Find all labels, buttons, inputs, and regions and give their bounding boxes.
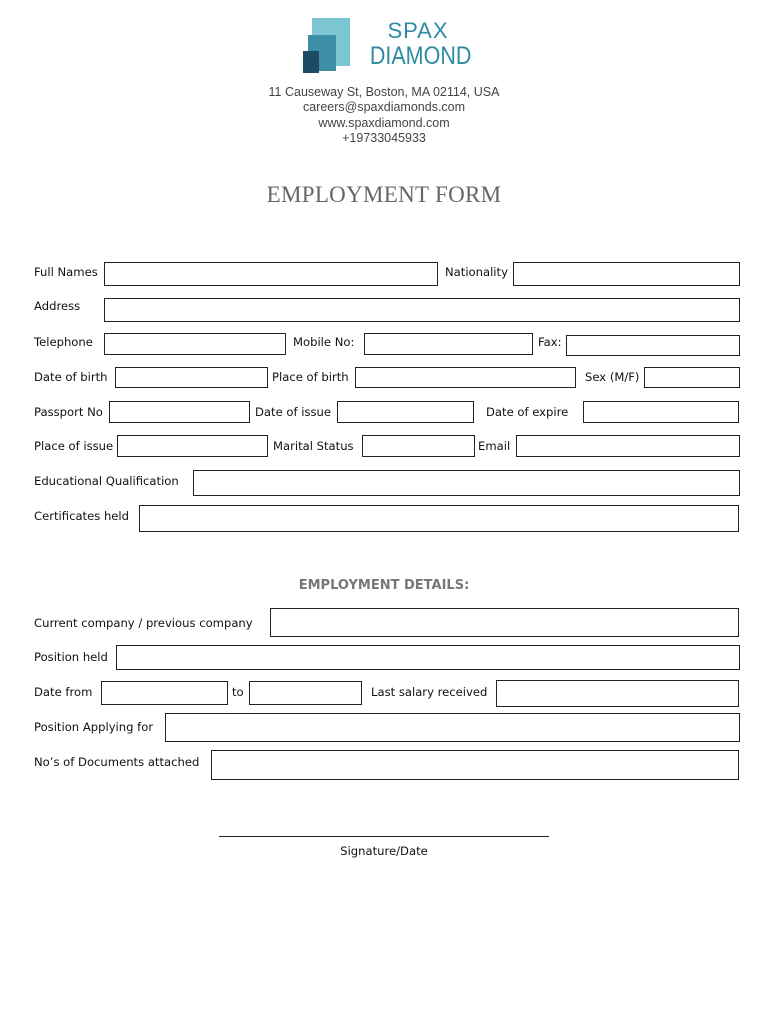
label-sex: Sex (M/F) [585,370,640,384]
label-documents-attached: No’s of Documents attached [34,755,200,769]
logo-square-small [303,51,319,73]
signature-line[interactable] [219,836,549,837]
label-telephone: Telephone [34,335,93,349]
label-place-of-birth: Place of birth [272,370,349,384]
company-website: www.spaxdiamond.com [318,116,450,130]
label-full-names: Full Names [34,265,98,279]
address-field[interactable] [104,298,740,322]
full-names-field[interactable] [104,262,438,286]
label-date-of-issue: Date of issue [255,405,332,419]
sex-field[interactable] [644,367,740,388]
label-to: to [232,685,244,699]
position-applying-field[interactable] [165,713,740,742]
company-phone: +19733045933 [342,131,426,145]
marital-status-field[interactable] [362,435,475,457]
label-nationality: Nationality [445,265,508,279]
company-field[interactable] [270,608,739,637]
logo-text-spax: SPAX [387,18,449,43]
label-fax: Fax: [538,335,562,349]
position-held-field[interactable] [116,645,740,670]
label-position-applying: Position Applying for [34,720,154,734]
company-address: 11 Causeway St, Boston, MA 02114, USA [268,85,500,99]
label-date-of-birth: Date of birth [34,370,108,384]
label-place-of-issue: Place of issue [34,439,114,453]
label-marital-status: Marital Status [273,439,354,453]
last-salary-field[interactable] [496,680,739,707]
label-email: Email [478,439,511,453]
label-last-salary: Last salary received [371,685,488,699]
date-of-birth-field[interactable] [115,367,268,388]
date-of-issue-field[interactable] [337,401,474,423]
label-position-held: Position held [34,650,108,664]
place-of-issue-field[interactable] [117,435,268,457]
label-mobile-no: Mobile No: [293,335,355,349]
label-passport-no: Passport No [34,405,103,419]
certificates-held-field[interactable] [139,505,739,532]
label-date-from: Date from [34,685,93,699]
company-email: careers@spaxdiamonds.com [302,100,466,114]
form-title: EMPLOYMENT FORM [266,182,502,207]
passport-no-field[interactable] [109,401,250,423]
email-field[interactable] [516,435,740,457]
date-of-expire-field[interactable] [583,401,739,423]
telephone-field[interactable] [104,333,286,355]
logo-text-diamond: DIAMOND [369,42,472,70]
place-of-birth-field[interactable] [355,367,576,388]
label-address: Address [34,299,81,313]
date-to-field[interactable] [249,681,362,705]
company-logo [302,18,472,76]
label-company: Current company / previous company [34,616,253,630]
employment-details-heading: EMPLOYMENT DETAILS: [298,578,470,593]
label-certificates-held: Certificates held [34,509,130,523]
label-date-of-expire: Date of expire [486,405,569,419]
mobile-no-field[interactable] [364,333,533,355]
date-from-field[interactable] [101,681,228,705]
signature-date-label: Signature/Date [340,844,428,858]
documents-attached-field[interactable] [211,750,739,780]
nationality-field[interactable] [513,262,740,286]
educational-qualification-field[interactable] [193,470,740,496]
label-educational-qualification: Educational Qualification [34,474,179,488]
fax-field[interactable] [566,335,740,356]
